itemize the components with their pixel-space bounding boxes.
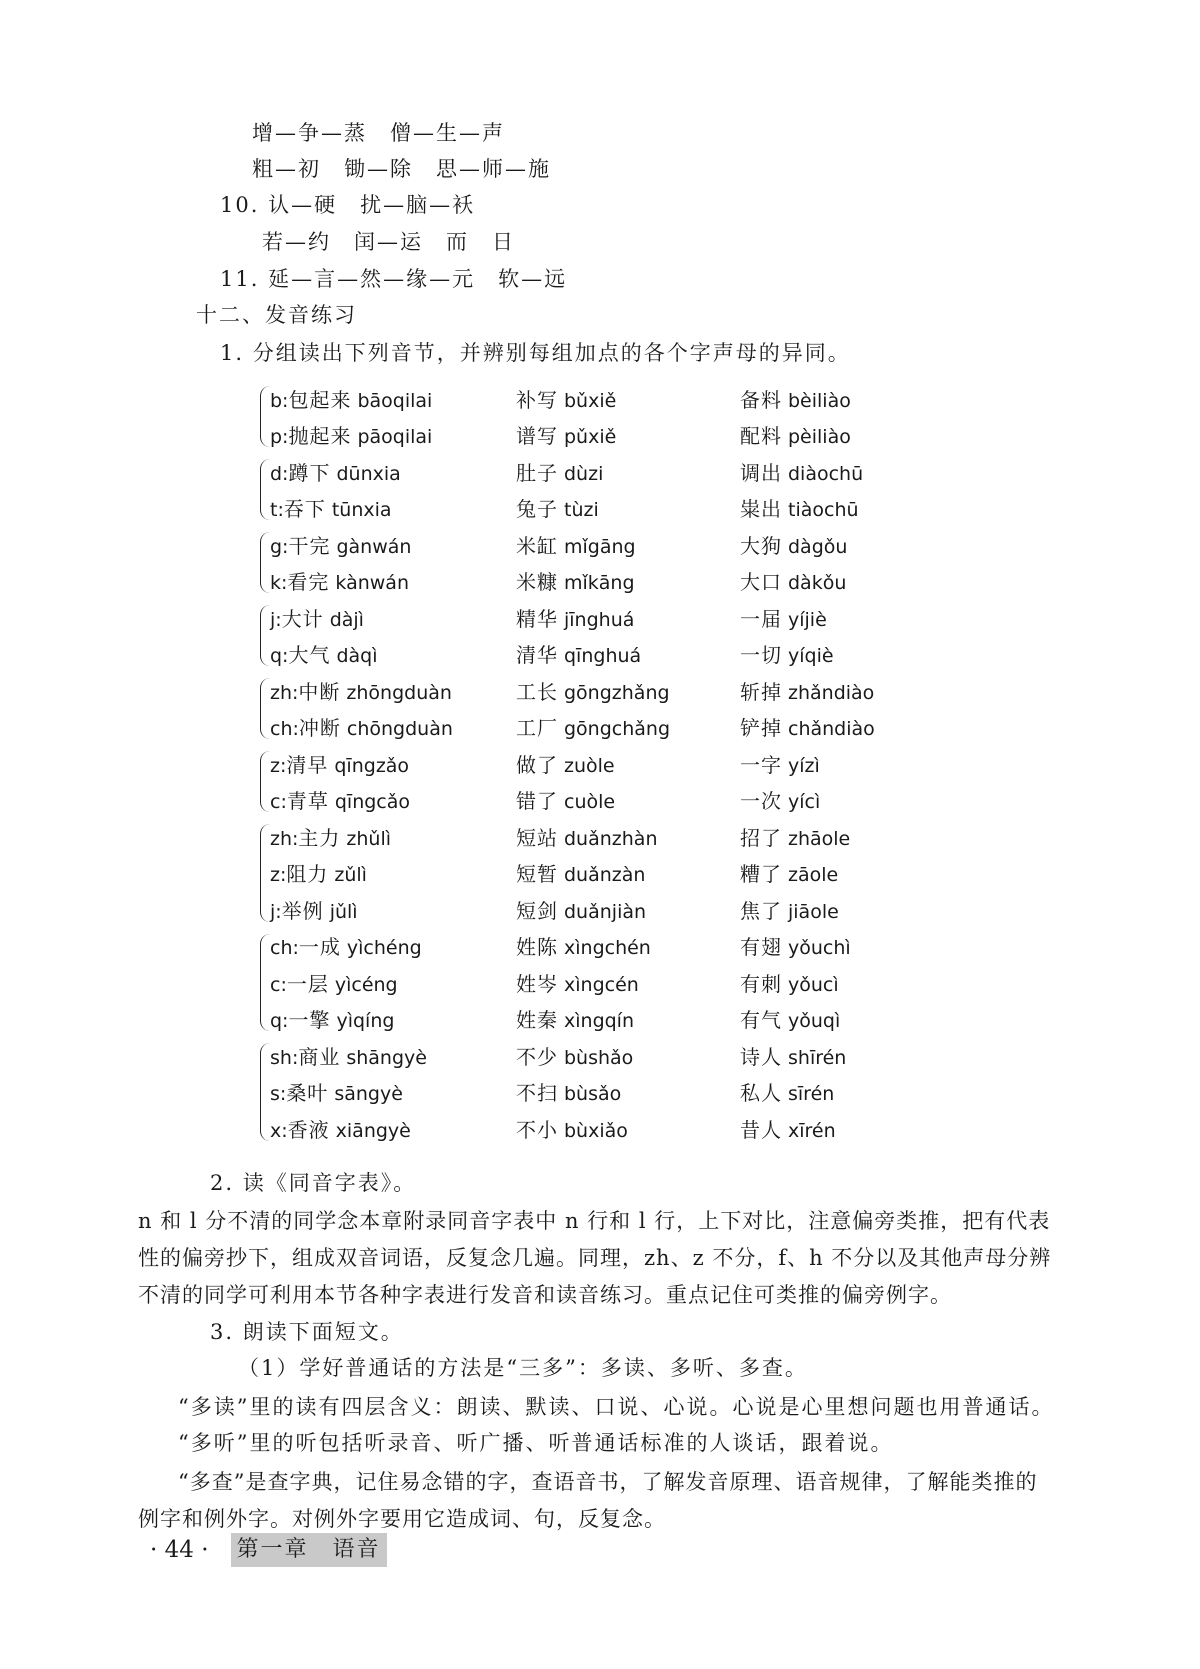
col-2 [516,603,740,632]
col-1 [270,1041,516,1070]
word: 主力 [298,825,341,850]
col-1 [270,1077,516,1106]
pinyin: yícì [788,791,821,814]
word: 大狗 [740,533,782,558]
passage-title: （1）学好普通话的方法是“三多”：多读、多听、多查。 [238,1356,808,1380]
word: 一切 [740,643,782,668]
col-2 [516,712,740,741]
col-3 [740,457,910,486]
brace-mark [260,934,270,1032]
word: 肚子 [516,460,558,485]
word: 粜出 [740,497,782,522]
brace-mark [260,605,270,666]
initial-group [270,745,910,818]
initial-label: t: [270,499,284,522]
word: 大口 [740,570,782,595]
syllable-row [270,964,910,1001]
col-3 [740,895,910,924]
word: 看完 [287,570,330,595]
col-3 [740,530,910,559]
col-3 [740,1004,910,1033]
pinyin: dàjì [329,608,364,631]
word: 一成 [298,935,341,960]
word: 招了 [740,825,782,850]
syllable-row [270,1074,910,1111]
word: 米糠 [516,570,558,595]
pinyin: zhāole [788,827,851,850]
word: 有刺 [740,971,782,996]
syllable-row [270,891,910,928]
col-1 [270,639,516,668]
col-1 [270,530,516,559]
pinyin: bǔxiě [564,389,617,412]
col-1 [270,712,516,741]
pinyin: zuòle [564,754,615,777]
pinyin: qīngzǎo [334,754,410,777]
word: 青草 [286,789,329,814]
word: 错了 [516,789,558,814]
pinyin: gōngzhǎng [564,681,670,704]
brace-mark [260,824,270,922]
word: 大气 [288,643,331,668]
col-3 [740,858,910,887]
initial-label: k: [270,572,288,595]
col-1 [270,566,516,595]
brace-mark [260,751,270,812]
col-2 [516,749,740,778]
col-3 [740,749,910,778]
initial-group [270,1037,910,1147]
col-2 [516,931,740,960]
brace-mark [260,459,270,520]
col-3 [740,968,910,997]
initial-label: j: [270,900,282,923]
col-2 [516,1077,740,1106]
pinyin: kànwán [335,572,409,595]
col-2 [516,457,740,486]
col-3 [740,566,910,595]
col-3 [740,420,910,449]
initial-label: z: [270,864,287,887]
pinyin: sīrén [788,1083,835,1106]
pinyin: yìcéng [334,973,398,996]
word: 有气 [740,1008,782,1033]
col-1 [270,457,516,486]
word: 干完 [288,533,331,558]
initial-label: c: [270,973,287,996]
brace-mark [260,1043,270,1141]
word: 谱写 [516,424,558,449]
brace-mark [260,532,270,593]
word: 冲断 [298,716,341,741]
initial-label: s: [270,1083,287,1106]
pinyin: shāngyè [346,1046,427,1069]
col-3 [740,1114,910,1143]
exercise-3-heading: 3. 朗读下面短文。 [210,1320,404,1344]
syllable-row [270,636,910,673]
initial-label: zh: [270,681,299,704]
pinyin: yǒuqì [788,1010,841,1033]
col-1 [270,1114,516,1143]
word: 清早 [286,752,329,777]
word: 姓陈 [516,935,558,960]
pinyin: zǔlì [334,864,367,887]
col-3 [740,639,910,668]
col-2 [516,1114,740,1143]
pinyin: qīngcǎo [334,791,411,814]
col-1 [270,895,516,924]
col-1 [270,420,516,449]
word: 糟了 [740,862,782,887]
syllable-row [270,672,910,709]
word: 工厂 [516,716,558,741]
col-2 [516,493,740,522]
word: 配料 [740,424,782,449]
col-1 [270,858,516,887]
syllable-row [270,745,910,782]
word: 一擎 [288,1008,331,1033]
page-footer [150,1532,387,1568]
pinyin: gànwán [336,535,412,558]
col-2 [516,1004,740,1033]
syllable-row [270,453,910,490]
col-2 [516,530,740,559]
pinyin: dàqì [336,645,378,668]
syllable-row [270,1037,910,1074]
pinyin: duǎnjiàn [564,900,647,923]
word: 不扫 [516,1081,558,1106]
col-2 [516,420,740,449]
pinyin: pāoqilai [357,426,433,449]
pinyin: chǎndiào [788,718,875,741]
word: 蹲下 [288,460,331,485]
pinyin: gōngchǎng [564,718,671,741]
pinyin: xiāngyè [335,1119,411,1142]
page-number: · 44 · [150,1537,209,1563]
pinyin: xìngcén [564,973,639,996]
col-2 [516,968,740,997]
pinyin: bèiliào [788,389,851,412]
word: 昔人 [740,1117,782,1142]
initial-group [270,818,910,928]
syllable-row [270,1110,910,1147]
word: 一层 [286,971,329,996]
col-3 [740,712,910,741]
text-line-5: 11. 延—言—然—缘—元 软—远 [220,267,568,291]
col-2 [516,384,740,413]
col-2 [516,639,740,668]
col-2 [516,822,740,851]
syllable-row [270,563,910,600]
word: 做了 [516,752,558,777]
word: 诗人 [740,1044,782,1069]
initial-label: p: [270,426,289,449]
pinyin: yìchéng [346,937,422,960]
pinyin: jǔlì [329,900,358,923]
pinyin: bùsǎo [564,1083,622,1106]
pinyin: qīnghuá [564,645,642,668]
pinyin: tùzi [564,499,599,522]
syllable-row [270,1001,910,1038]
col-2 [516,785,740,814]
syllable-row [270,380,910,417]
pinyin: xīrén [788,1119,836,1142]
initial-label: d: [270,462,289,485]
initial-group [270,928,910,1038]
word: 商业 [298,1044,341,1069]
pinyin: bùxiǎo [564,1119,628,1142]
word: 不小 [516,1117,558,1142]
text-line-2: 粗—初 锄—除 思—师—施 [252,157,551,181]
initial-label: ch: [270,937,299,960]
col-1 [270,384,516,413]
word: 包起来 [288,387,352,412]
col-3 [740,493,910,522]
col-1 [270,493,516,522]
pinyin: mǐgāng [564,535,636,558]
initial-label: q: [270,1010,289,1033]
pinyin: sāngyè [334,1083,403,1106]
word: 备料 [740,387,782,412]
word: 不少 [516,1044,558,1069]
word: 私人 [740,1081,782,1106]
syllable-row [270,709,910,746]
pinyin: dàkǒu [788,572,847,595]
word: 姓岑 [516,971,558,996]
pinyin: yíjiè [788,608,827,631]
text-line-1: 增—争—蒸 僧—生—声 [252,121,505,145]
syllable-practice-table [270,380,910,1147]
word: 香液 [287,1117,330,1142]
col-3 [740,822,910,851]
passage-line-2: “多听”里的听包括听录音、听广播、听普通话标准的人谈话，跟着说。 [178,1431,894,1455]
pinyin: duǎnzhàn [564,827,658,850]
col-3 [740,785,910,814]
word: 焦了 [740,898,782,923]
word: 斩掉 [740,679,782,704]
pinyin: tūnxia [331,499,392,522]
pinyin: dūnxia [336,462,401,485]
col-2 [516,895,740,924]
col-1 [270,968,516,997]
col-1 [270,749,516,778]
pinyin: yìqíng [336,1010,395,1033]
col-2 [516,676,740,705]
exercise-2-heading: 2. 读《同音字表》。 [210,1171,417,1195]
initial-label: j: [270,608,282,631]
word: 中断 [298,679,341,704]
pinyin: tiàochū [788,499,859,522]
initial-label: c: [270,791,287,814]
pinyin: yízì [788,754,820,777]
initial-group [270,599,910,672]
pinyin: bāoqilai [357,389,433,412]
word: 工长 [516,679,558,704]
pinyin: yǒuchì [788,937,851,960]
initial-group [270,453,910,526]
pinyin: chōngduàn [346,718,453,741]
word: 短站 [516,825,558,850]
word: 桑叶 [286,1081,329,1106]
pinyin: diàochū [788,462,864,485]
pinyin: yíqiè [788,645,834,668]
syllable-row [270,417,910,454]
col-1 [270,603,516,632]
text-line-4: 若—约 闰—运 而 日 [262,230,515,254]
brace-mark [260,386,270,447]
chapter-label: 第一章 语音 [231,1533,387,1567]
word: 吞下 [283,497,326,522]
syllable-row [270,782,910,819]
word: 调出 [740,460,782,485]
word: 米缸 [516,533,558,558]
word: 短暂 [516,862,558,887]
pinyin: jīnghuá [564,608,635,631]
text-line-3: 10. 认—硬 扰—脑—袄 [220,193,476,217]
pinyin: cuòle [564,791,616,814]
word: 有翅 [740,935,782,960]
word: 铲掉 [740,716,782,741]
initial-group [270,526,910,599]
pinyin: zhōngduàn [346,681,452,704]
pinyin: xìngqín [564,1010,635,1033]
syllable-row [270,599,910,636]
initial-label: q: [270,645,289,668]
pinyin: dàgǒu [788,535,848,558]
word: 大计 [281,606,324,631]
pinyin: pèiliào [788,426,851,449]
pinyin: yǒucì [788,973,839,996]
pinyin: mǐkāng [564,572,635,595]
pinyin: duǎnzàn [564,864,646,887]
initial-label: sh: [270,1046,299,1069]
syllable-row [270,490,910,527]
syllable-row [270,526,910,563]
word: 兔子 [516,497,558,522]
word: 补写 [516,387,558,412]
pinyin: zhǎndiào [788,681,875,704]
word: 精华 [516,606,558,631]
col-2 [516,1041,740,1070]
pinyin: pǔxiě [564,426,617,449]
word: 清华 [516,643,558,668]
word: 阻力 [286,862,329,887]
initial-label: ch: [270,718,299,741]
section-title: 十二、发音练习 [196,303,357,327]
word: 抛起来 [288,424,352,449]
exercise-2-paragraph: n 和 l 分不清的同学念本章附录同音字表中 n 行和 l 行，上下对比，注意偏旁类推，把有代表性的偏旁抄下，组成双音词语，反复念几遍。同理，zh、z 不分，f、h 不分以及其他声母分辨不清的同学可利用本节各种字表进行发音和读音练习。重点记住可类推的偏旁例字。 [138,1209,1052,1307]
initial-label: b: [270,389,289,412]
pinyin: dùzi [564,462,604,485]
initial-label: z: [270,754,287,777]
initial-label: x: [270,1119,288,1142]
pinyin: jiāole [788,900,839,923]
col-2 [516,858,740,887]
brace-mark [260,678,270,739]
col-3 [740,931,910,960]
word: 一次 [740,789,782,814]
col-3 [740,1077,910,1106]
word: 姓秦 [516,1008,558,1033]
word: 短剑 [516,898,558,923]
word: 一届 [740,606,782,631]
pinyin: zāole [788,864,839,887]
col-2 [516,566,740,595]
pinyin: bùshǎo [564,1046,634,1069]
col-1 [270,676,516,705]
pinyin: zhǔlì [346,827,392,850]
col-3 [740,1041,910,1070]
pinyin: xìngchén [564,937,651,960]
word: 举例 [281,898,324,923]
initial-group [270,672,910,745]
word: 一字 [740,752,782,777]
col-3 [740,676,910,705]
passage-line-1: “多读”里的读有四层含义：朗读、默读、口说、心说。心说是心里想问题也用普通话。 [178,1395,1055,1419]
col-3 [740,603,910,632]
initial-label: zh: [270,827,299,850]
pinyin: shīrén [788,1046,847,1069]
col-1 [270,785,516,814]
syllable-row [270,928,910,965]
initial-label: g: [270,535,289,558]
col-1 [270,931,516,960]
exercise-1-heading: 1. 分组读出下列音节，并辨别每组加点的各个字声母的异同。 [220,341,851,365]
syllable-row [270,818,910,855]
passage-paragraph-3: “多查”是查字典，记住易念错的字，查语音书，了解发音原理、语音规律，了解能类推的例字和例外字。对例外字要用它造成词、句，反复念。 [138,1470,1038,1531]
syllable-row [270,855,910,892]
col-3 [740,384,910,413]
initial-group [270,380,910,453]
col-1 [270,1004,516,1033]
col-1 [270,822,516,851]
